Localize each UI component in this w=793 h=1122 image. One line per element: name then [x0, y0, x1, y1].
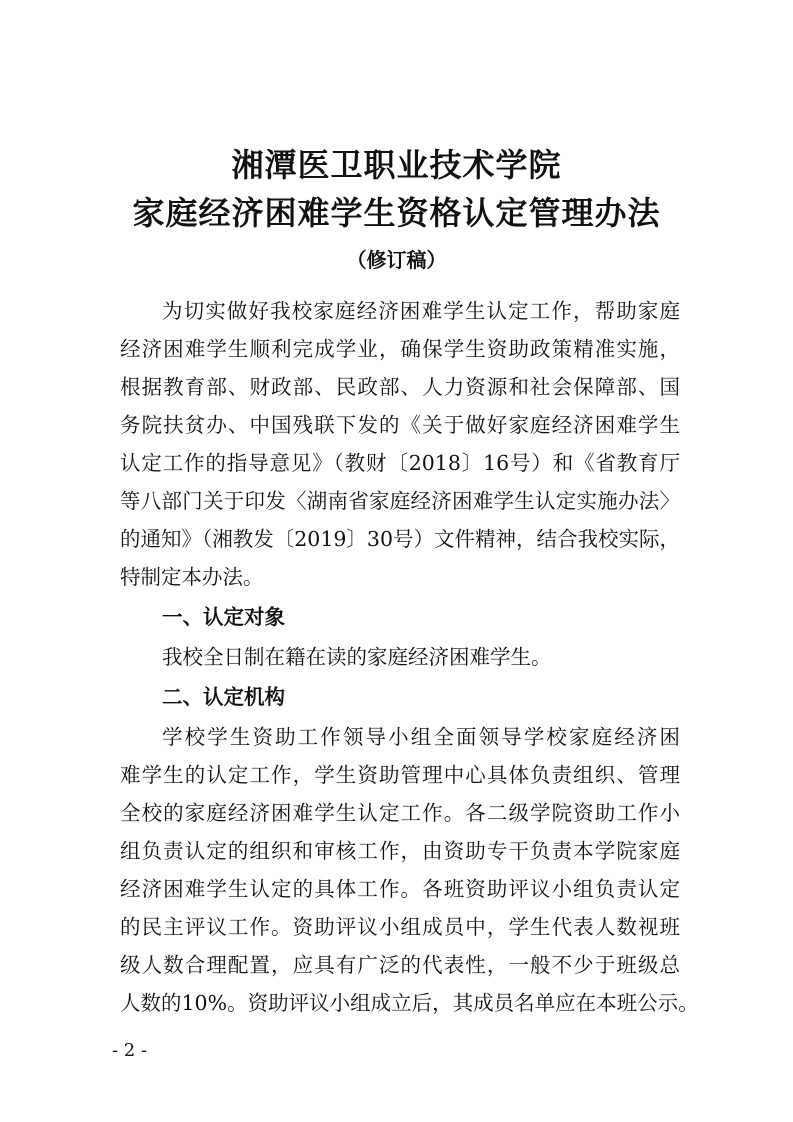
section-2-line-6: 的民主评议工作。资助评议小组成员中，学生代表人数视班 [120, 915, 680, 939]
preamble-line-2: 经济困难学生顺利完成学业，确保学生资助政策精准实施， [120, 337, 680, 361]
document-title-line-2: 家庭经济困难学生资格认定管理办法 [132, 194, 661, 232]
section-2-line-8: 人数的10%。资助评议小组成立后，其成员名单应在本班公示。 [120, 991, 699, 1015]
section-2-line-7: 级人数合理配置，应具有广泛的代表性，一般不少于班级总 [120, 953, 680, 977]
preamble-line-4: 务院扶贫办、中国残联下发的《关于做好家庭经济困难学生 [120, 413, 680, 437]
section-2-line-4: 组负责认定的组织和审核工作，由资助专干负责本学院家庭 [120, 839, 680, 863]
section-2-line-2: 难学生的认定工作，学生资助管理中心具体负责组织、管理 [120, 763, 680, 787]
page-number: - 2 - [112, 1040, 148, 1061]
preamble-line-3: 根据教育部、财政部、民政部、人力资源和社会保障部、国 [120, 375, 680, 399]
section-1-line-1: 我校全日制在籍在读的家庭经济困难学生。 [162, 645, 552, 669]
preamble-line-5: 认定工作的指导意见》（教财〔2018〕16号）和《省教育厅 [120, 451, 680, 475]
preamble-line-8: 特制定本办法。 [120, 565, 264, 589]
preamble-line-1: 为切实做好我校家庭经济困难学生认定工作，帮助家庭 [162, 299, 680, 323]
section-2-line-3: 全校的家庭经济困难学生认定工作。各二级学院资助工作小 [120, 801, 680, 825]
preamble-line-6: 等八部门关于印发〈湖南省家庭经济困难学生认定实施办法〉 [120, 489, 680, 513]
section-2-line-1: 学校学生资助工作领导小组全面领导学校家庭经济困 [162, 725, 680, 749]
document-title-line-1: 湘潭医卫职业技术学院 [231, 146, 562, 184]
preamble-line-7: 的通知》（湘教发〔2019〕30号）文件精神，结合我校实际， [120, 527, 681, 551]
section-1-heading: 一、认定对象 [162, 605, 285, 629]
section-2-heading: 二、认定机构 [162, 685, 285, 709]
section-2-line-5: 经济困难学生认定的具体工作。各班资助评议小组负责认定 [120, 877, 680, 901]
document-subtitle: （修订稿） [346, 248, 447, 272]
